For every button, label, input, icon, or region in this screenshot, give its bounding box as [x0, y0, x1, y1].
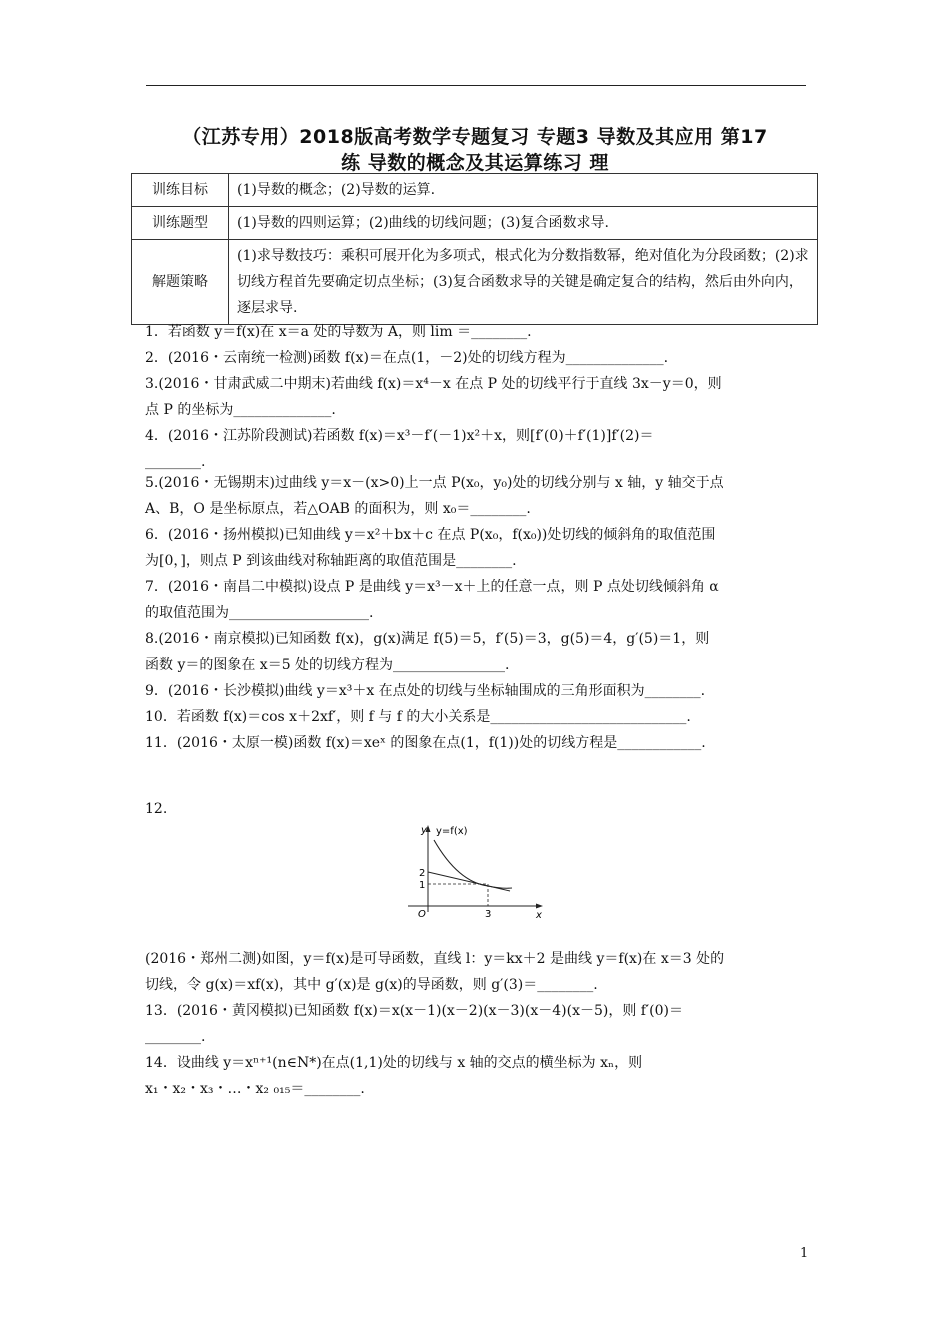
function-graph — [400, 820, 550, 920]
question-2: 2．(2016・云南统一检测)函数 f(x)＝在点(1，－2)处的切线方程为______________. — [145, 350, 669, 366]
x-label: x — [536, 910, 542, 920]
title-line-1: （江苏专用）2018版高考数学专题复习 专题3 导数及其应用 第17 — [182, 126, 768, 148]
question-12-line-2: 切线，令 g(x)＝xf(x)，其中 g′(x)是 g(x)的导函数，则 g′(3)＝________. — [145, 977, 598, 993]
question-3-line-1: 3.(2016・甘肃武威二中期末)若曲线 f(x)＝x⁴－x 在点 P 处的切线平行于直线 3x－y＝0，则 — [145, 376, 722, 392]
question-4-line-1: 4．(2016・江苏阶段测试)若函数 f(x)＝x³－f′(－1)x²＋x，则[f′(0)＋f′(1)]f′(2)＝ — [145, 428, 654, 444]
question-6-line-1: 6．(2016・扬州模拟)已知曲线 y＝x²＋bx＋c 在点 P(x₀，f(x₀))处切线的倾斜角的取值范围 — [145, 527, 716, 543]
header-rule — [146, 85, 806, 86]
curve-f — [434, 840, 512, 888]
question-8-line-1: 8.(2016・南京模拟)已知函数 f(x)，g(x)满足 f(5)＝5，f′(5)＝3，g(5)＝4，g′(5)＝1，则 — [145, 631, 710, 647]
training-table — [131, 173, 818, 325]
question-13-line-2: ________. — [145, 1029, 206, 1045]
question-8-line-2: 函数 y＝的图象在 x＝5 处的切线方程为________________. — [145, 657, 510, 673]
page-title — [130, 124, 820, 176]
tick-1: 1 — [419, 880, 426, 891]
question-12-line-1: (2016・郑州二测)如图，y＝f(x)是可导函数，直线 l：y＝kx＋2 是曲线 y＝f(x)在 x＝3 处的 — [145, 951, 725, 967]
question-12-number: 12. — [145, 801, 168, 817]
question-5-line-1: 5.(2016・无锡期末)过曲线 y＝x－(x>0)上一点 P(x₀，y₀)处的切线分别与 x 轴，y 轴交于点 — [145, 475, 724, 491]
table-row-label: 训练目标 — [132, 174, 229, 207]
question-4-line-2: ________. — [145, 454, 206, 470]
table-row — [132, 174, 818, 207]
question-7-line-2: 的取值范围为____________________. — [145, 605, 374, 621]
table-row-label: 解题策略 — [132, 240, 229, 325]
question-6-line-2: 为[0，]，则点 P 到该曲线对称轴距离的取值范围是________. — [145, 553, 517, 569]
question-3-line-2: 点 P 的坐标为______________. — [145, 402, 336, 418]
question-1: 1．若函数 y＝f(x)在 x＝a 处的导数为 A，则 lim ＝________. — [145, 324, 532, 340]
table-row-content: (1)导数的概念；(2)导数的运算. — [229, 174, 818, 207]
tick-3: 3 — [485, 909, 492, 920]
question-9: 9．(2016・长沙模拟)曲线 y＝x³＋x 在点处的切线与坐标轴围成的三角形面积为________. — [145, 683, 706, 699]
question-10: 10．若函数 f(x)＝cos x＋2xf′，则 f 与 f 的大小关系是____________________________. — [145, 709, 691, 725]
title-line-2: 练 导数的概念及其运算练习 理 — [341, 152, 609, 174]
table-row-label: 训练题型 — [132, 207, 229, 240]
page-number: 1 — [800, 1246, 809, 1261]
tick-2: 2 — [419, 868, 426, 879]
question-14-line-1: 14．设曲线 y＝xⁿ⁺¹(n∈N*)在点(1,1)处的切线与 x 轴的交点的横坐标为 xₙ，则 — [145, 1055, 643, 1071]
question-11: 11．(2016・太原一模)函数 f(x)＝xeˣ 的图象在点(1，f(1))处的切线方程是____________. — [145, 735, 706, 751]
question-13-line-1: 13．(2016・黄冈模拟)已知函数 f(x)＝x(x－1)(x－2)(x－3)(x－4)(x－5)，则 f′(0)＝ — [145, 1003, 683, 1019]
table-row — [132, 207, 818, 240]
question-5-line-2: A、B，O 是坐标原点，若△OAB 的面积为，则 x₀＝________. — [145, 501, 531, 517]
table-row-content: (1)求导数技巧：乘积可展开化为多项式，根式化为分数指数幂，绝对值化为分段函数；(2)求切线方程首先要确定切点坐标；(3)复合函数求导的关键是确定复合的结构，然后由外向内，逐层求导. — [229, 240, 818, 325]
x-axis-arrow — [536, 904, 543, 909]
y-label: y — [421, 825, 427, 836]
curve-label: y=f(x) — [436, 826, 468, 837]
origin-label: O — [418, 909, 426, 920]
table-row — [132, 240, 818, 325]
tangent-line — [428, 872, 510, 891]
question-7-line-1: 7．(2016・南昌二中模拟)设点 P 是曲线 y＝x³－x＋上的任意一点，则 P 点处切线倾斜角 α — [145, 579, 719, 595]
question-14-line-2: x₁・x₂・x₃・…・x₂ ₀₁₅＝________. — [145, 1081, 365, 1097]
table-row-content: (1)导数的四则运算；(2)曲线的切线问题；(3)复合函数求导. — [229, 207, 818, 240]
